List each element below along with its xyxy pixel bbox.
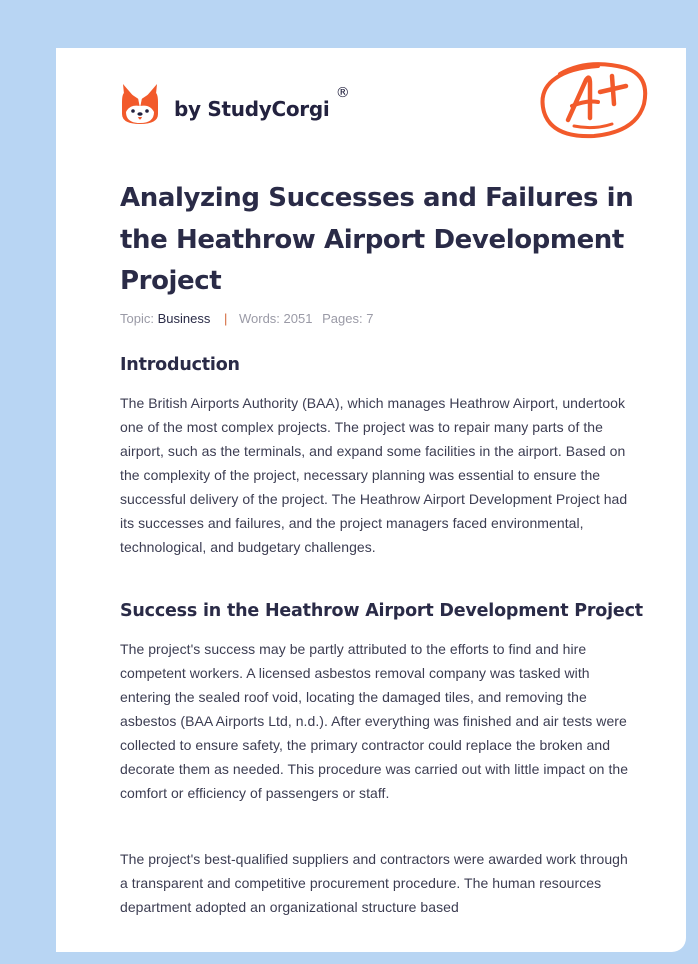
paragraph: The British Airports Authority (BAA), which manages Heathrow Airport, undertook one of the most complex projects. The project was to repair many parts of the airport, such as the terminals, and expand some facilities in the airport. Based on the complexity of the project, necessary planning was essential to ensure the successful delivery of the project. The Heathrow Airport Development Project had its successes and failures, and the project managers faced environmental, technological, and budgetary challenges. <box>120 395 628 555</box>
corgi-logo-icon <box>120 82 160 126</box>
topic-label: Topic: <box>120 311 154 326</box>
words-count: 2051 <box>283 311 313 326</box>
paragraph: The project's best-qualified suppliers and contractors were awarded work through a transparent and competitive procurement procedure. The human resources department adopted an organizational structure based <box>120 851 628 915</box>
pages-count: 7 <box>366 311 374 326</box>
section-heading-introduction: Introduction <box>120 355 240 375</box>
brand-header[interactable] <box>120 74 350 134</box>
a-plus-grade-icon <box>538 60 648 140</box>
pages-label: Pages: <box>322 311 363 326</box>
meta-separator: | <box>223 311 228 326</box>
paragraph: The project's success may be partly attributed to the efforts to find and hire competent workers. A licensed asbestos removal company was tasked with entering the sealed roof void, locating the damaged tiles, and removing the asbestos (BAA Airports Ltd, n.d.). After everything was finished and air tests were collected to ensure safety, the primary contractor could replace the broken and decorate them as needed. This procedure was carried out with little impact on the comfort or efficiency of passengers or staff. <box>120 641 629 801</box>
document-card <box>56 48 686 952</box>
words-label: Words: <box>238 311 280 326</box>
section-heading-success: Success in the Heathrow Airport Development Project <box>120 601 643 621</box>
article-meta <box>120 311 373 326</box>
registered-mark: ® <box>335 85 350 101</box>
article-title: Analyzing Successes and Failures in the Heathrow Airport Development Project <box>120 183 634 296</box>
brand-name: by StudyCorgi ® <box>174 85 350 121</box>
topic-link[interactable]: Business <box>157 311 211 326</box>
